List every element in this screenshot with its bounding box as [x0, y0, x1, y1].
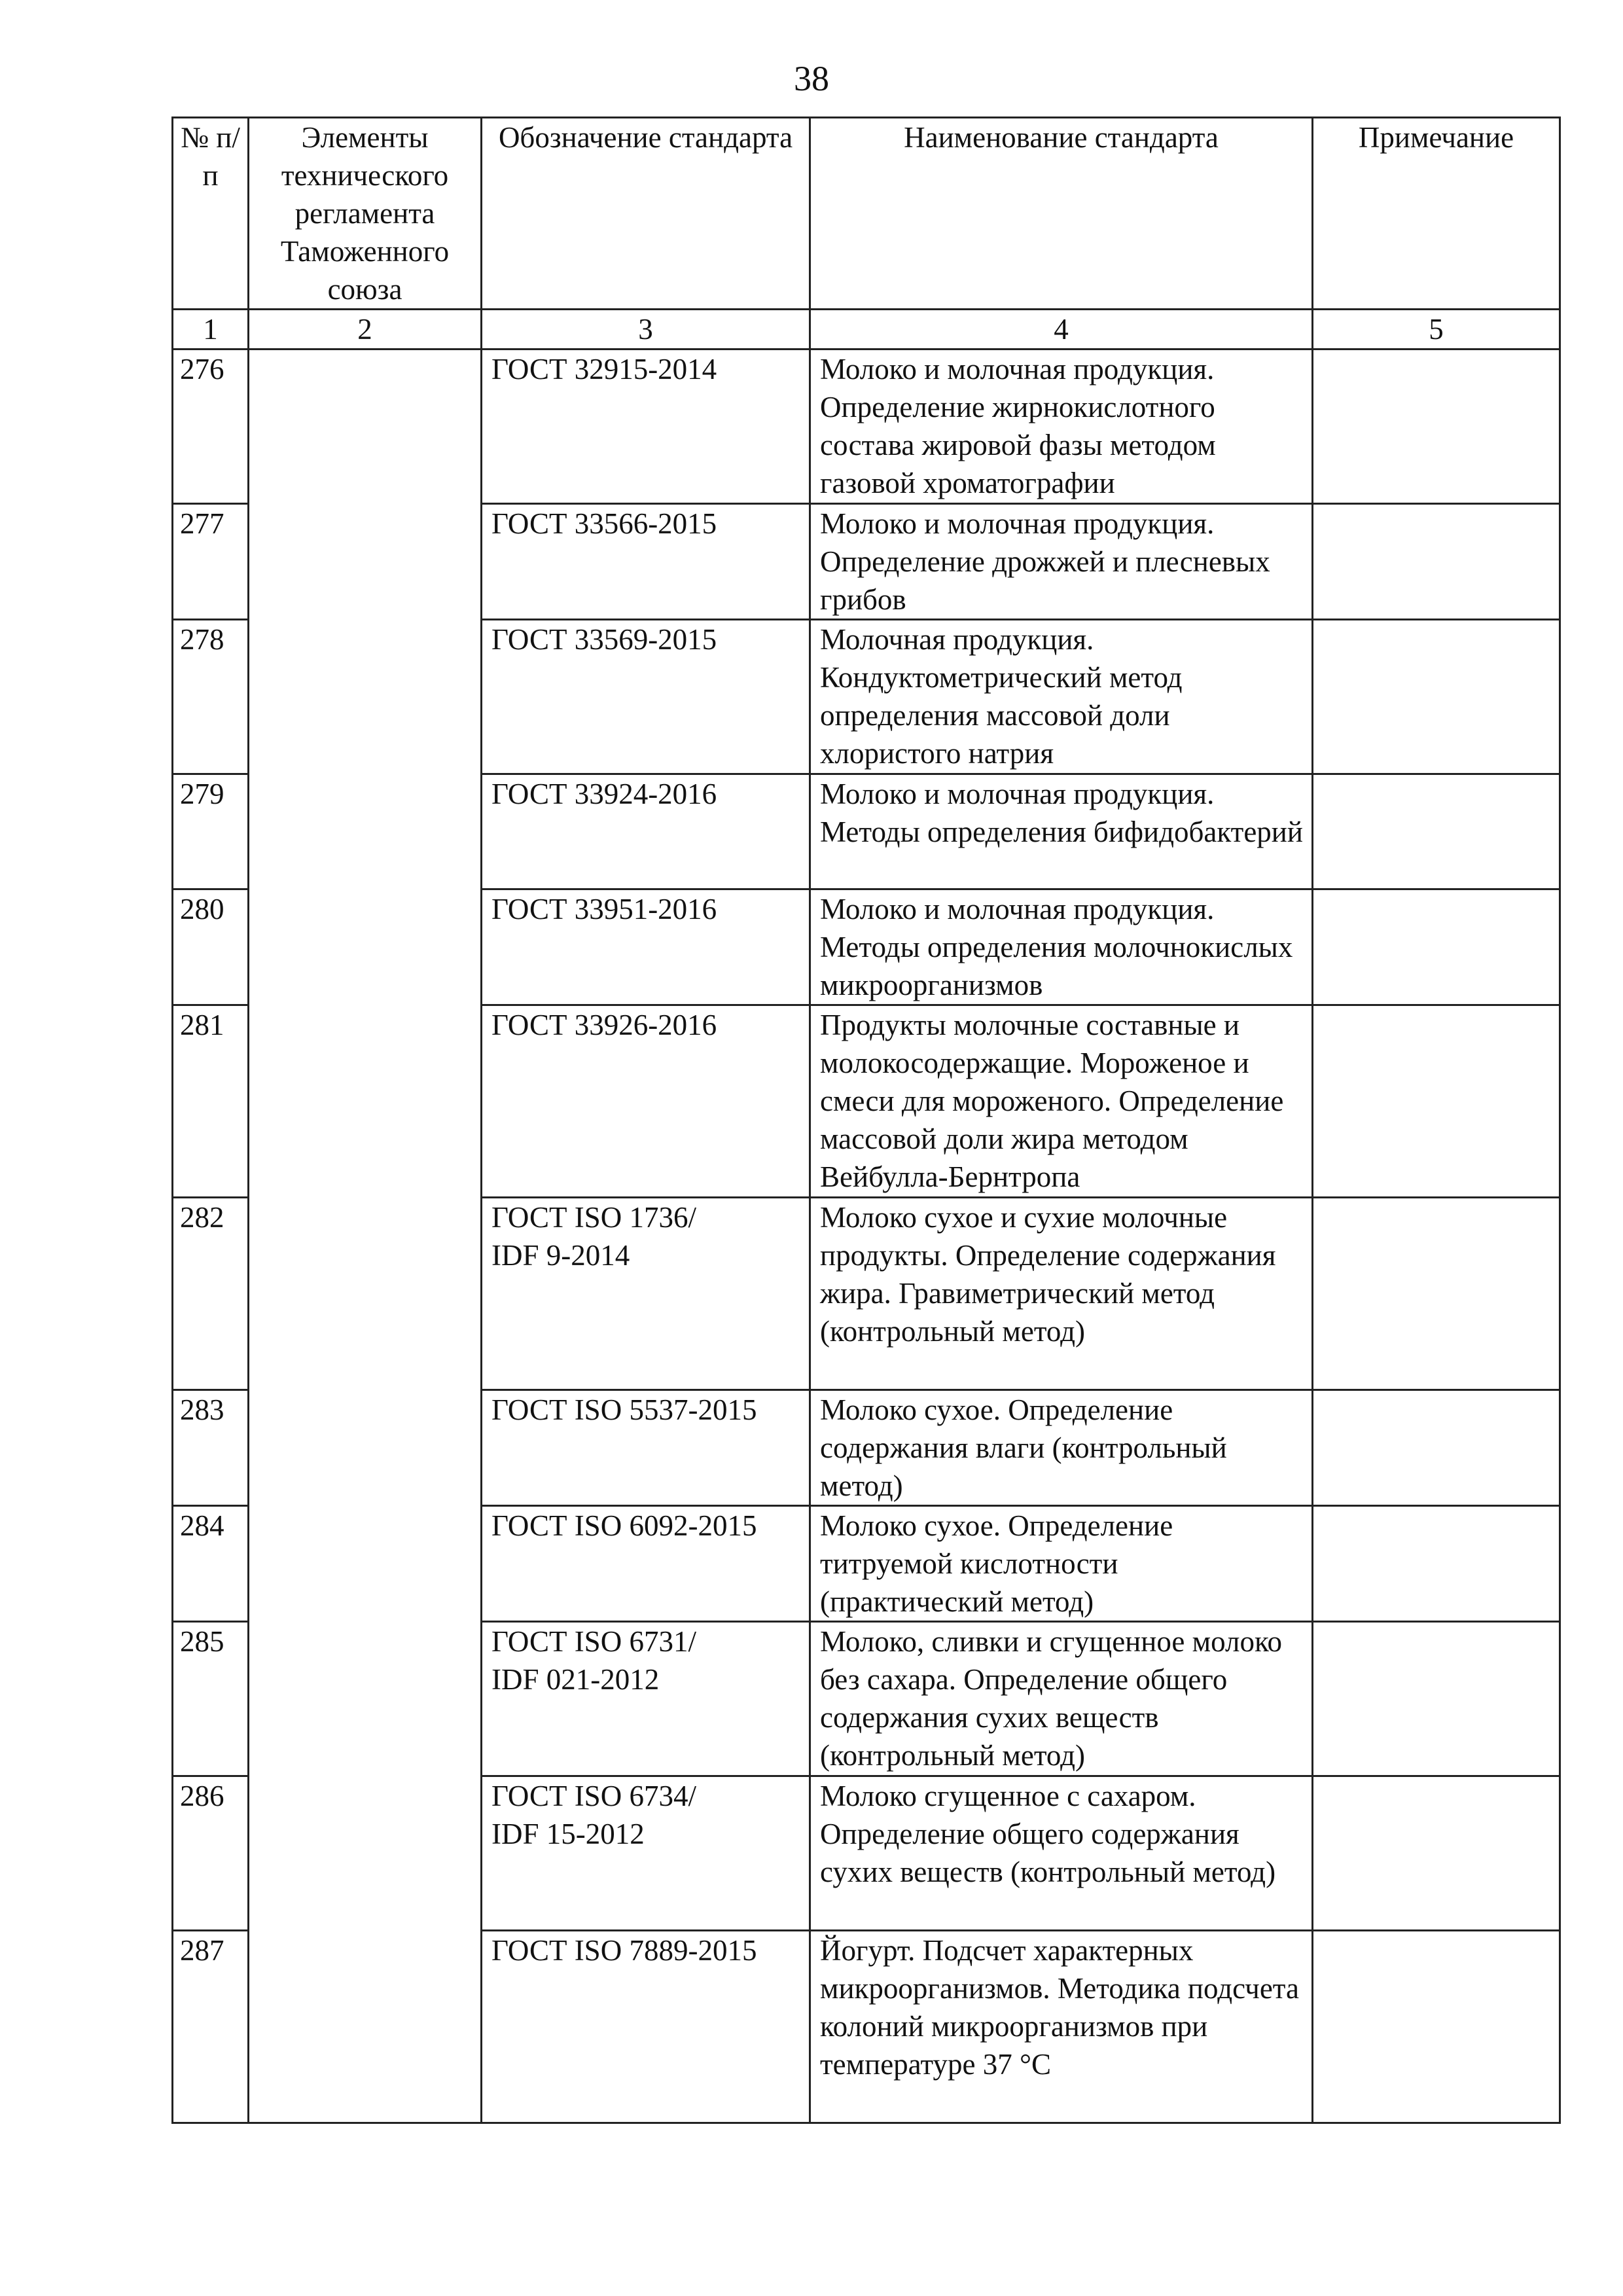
standard-name: Молоко и молочная продукция. Методы определения молочнокислых микроорганизмов	[810, 889, 1313, 1005]
standard-code: ГОСТ ISO 5537-2015	[482, 1390, 810, 1506]
row-number: 285	[173, 1622, 249, 1776]
standard-name: Молоко сухое. Определение содержания влаги (контрольный метод)	[810, 1390, 1313, 1506]
row-number: 278	[173, 620, 249, 774]
row-number: 283	[173, 1390, 249, 1506]
column-number: 1	[173, 310, 249, 350]
header-name: Наименование стандарта	[810, 118, 1313, 310]
page-number: 38	[794, 59, 829, 98]
standard-name: Молоко и молочная продукция. Определение дрожжей и плесневых грибов	[810, 504, 1313, 620]
standard-code: ГОСТ ISO 1736/ IDF 9-2014	[482, 1198, 810, 1390]
row-number: 280	[173, 889, 249, 1005]
standard-code: ГОСТ 33569-2015	[482, 620, 810, 774]
standard-note	[1313, 1390, 1560, 1506]
standard-code: ГОСТ 33924-2016	[482, 774, 810, 889]
standard-note	[1313, 1198, 1560, 1390]
standard-name: Молоко сгущенное с сахаром. Определение общего содержания сухих веществ (контрольный метод)	[810, 1776, 1313, 1931]
standard-code: ГОСТ 33926-2016	[482, 1005, 810, 1198]
column-number: 4	[810, 310, 1313, 350]
header-num: № п/п	[173, 118, 249, 310]
column-number: 5	[1313, 310, 1560, 350]
header-row	[173, 118, 1560, 310]
standard-name: Молоко сухое. Определение титруемой кислотности (практический метод)	[810, 1506, 1313, 1622]
standard-name: Йогурт. Подсчет характерных микроорганизмов. Методика подсчета колоний микроорганизмов при температуре 37 °С	[810, 1931, 1313, 2123]
row-number: 279	[173, 774, 249, 889]
regulation-elements-cell	[249, 350, 482, 2123]
standard-code: ГОСТ ISO 6734/ IDF 15-2012	[482, 1776, 810, 1931]
standard-code: ГОСТ ISO 7889-2015	[482, 1931, 810, 2123]
standard-code: ГОСТ 32915-2014	[482, 350, 810, 504]
standard-code: ГОСТ 33566-2015	[482, 504, 810, 620]
row-number: 276	[173, 350, 249, 504]
standard-name: Молоко и молочная продукция. Методы определения бифидобактерий	[810, 774, 1313, 889]
standard-note	[1313, 1776, 1560, 1931]
row-number: 281	[173, 1005, 249, 1198]
standard-note	[1313, 620, 1560, 774]
column-number: 2	[249, 310, 482, 350]
standard-note	[1313, 350, 1560, 504]
standard-name: Молоко и молочная продукция. Определение жирнокислотного состава жировой фазы методом газовой хроматографии	[810, 350, 1313, 504]
row-number: 282	[173, 1198, 249, 1390]
standard-name: Молочная продукция. Кондуктометрический метод определения массовой доли хлористого натрия	[810, 620, 1313, 774]
standards-table	[171, 117, 1561, 2124]
standard-code: ГОСТ ISO 6092-2015	[482, 1506, 810, 1622]
table-body	[173, 350, 1560, 2123]
standard-name: Продукты молочные составные и молокосодержащие. Мороженое и смеси для мороженого. Определение массовой доли жира методом Вейбулла-Бернтропа	[810, 1005, 1313, 1198]
standard-code: ГОСТ ISO 6731/ IDF 021-2012	[482, 1622, 810, 1776]
standard-note	[1313, 1931, 1560, 2123]
standard-name: Молоко, сливки и сгущенное молоко без сахара. Определение общего содержания сухих веществ (контрольный метод)	[810, 1622, 1313, 1776]
row-number: 284	[173, 1506, 249, 1622]
standard-note	[1313, 1005, 1560, 1198]
row-number: 287	[173, 1931, 249, 2123]
standard-note	[1313, 504, 1560, 620]
standard-note	[1313, 889, 1560, 1005]
standard-name: Молоко сухое и сухие молочные продукты. Определение содержания жира. Гравиметрический метод (контрольный метод)	[810, 1198, 1313, 1390]
standard-note	[1313, 1506, 1560, 1622]
row-number: 286	[173, 1776, 249, 1931]
standard-note	[1313, 1622, 1560, 1776]
column-number: 3	[482, 310, 810, 350]
header-elements: Элементы технического регламента Таможенного союза	[249, 118, 482, 310]
standard-code: ГОСТ 33951-2016	[482, 889, 810, 1005]
table-row	[173, 350, 1560, 504]
column-number-row	[173, 310, 1560, 350]
standard-note	[1313, 774, 1560, 889]
row-number: 277	[173, 504, 249, 620]
header-code: Обозначение стандарта	[482, 118, 810, 310]
header-note: Примечание	[1313, 118, 1560, 310]
